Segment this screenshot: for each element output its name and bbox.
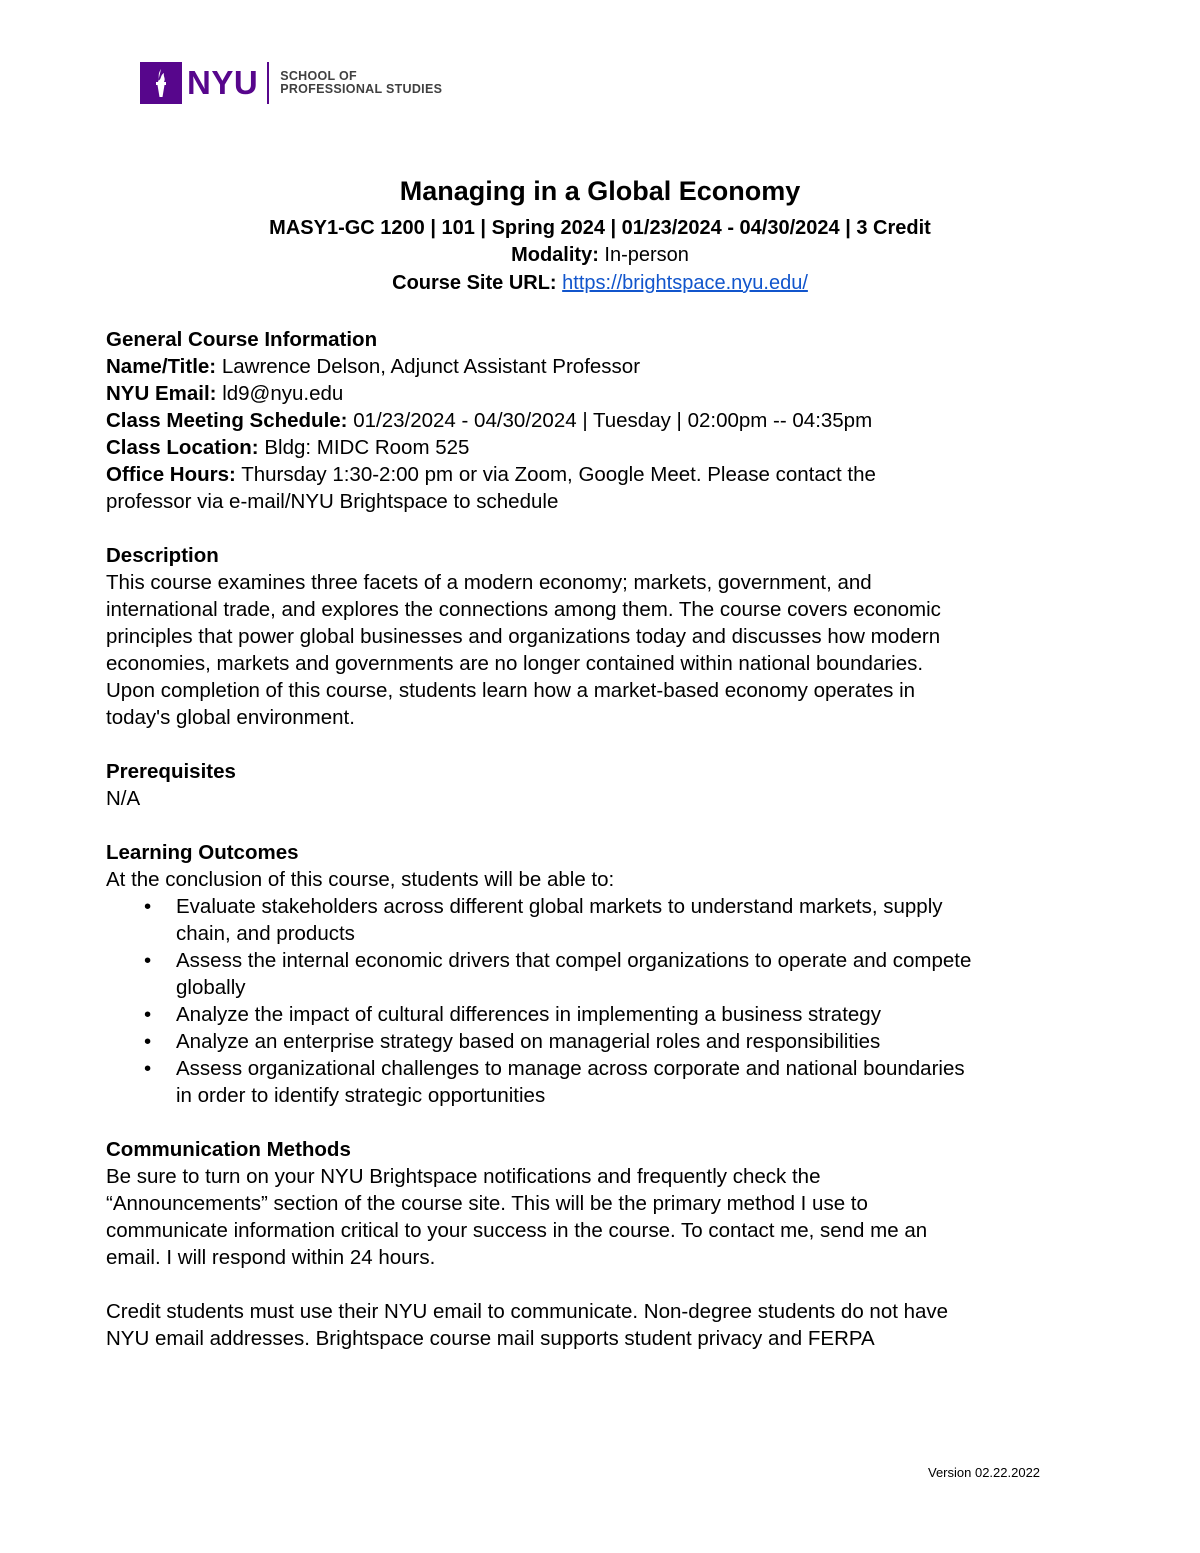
course-site-line — [0, 269, 1200, 297]
email-value: ld9@nyu.edu — [222, 382, 344, 405]
prerequisites-heading: Prerequisites — [106, 760, 236, 783]
outcome-text: Assess the internal economic drivers that compel organizations to operate and compete — [176, 949, 972, 972]
outcome-text: Analyze an enterprise strategy based on managerial roles and responsibilities — [176, 1030, 881, 1053]
nyu-sps-logo — [140, 62, 442, 104]
schedule-line — [106, 407, 1106, 434]
outcomes-intro: At the conclusion of this course, students will be able to: — [106, 868, 615, 891]
location-label: Class Location: — [106, 436, 259, 459]
prerequisites-value: N/A — [106, 787, 141, 810]
office-hours-label: Office Hours: — [106, 463, 236, 486]
bullet-icon: • — [144, 1003, 152, 1026]
schedule-value: 01/23/2024 - 04/30/2024 | Tuesday | 02:00pm -- 04:35pm — [353, 409, 873, 432]
description-heading: Description — [106, 544, 219, 567]
logo-wordmark: NYU — [187, 64, 259, 101]
outcome-item — [106, 1055, 1106, 1109]
outcome-text: chain, and products — [176, 922, 355, 945]
outcome-text: Assess organizational challenges to manage across corporate and national boundaries — [176, 1057, 965, 1080]
syllabus-body — [106, 326, 1106, 1352]
communication-line: communicate information critical to your success in the course. To contact me, send me an — [106, 1219, 928, 1242]
description-line: economies, markets and governments are no longer contained within national boundaries. — [106, 652, 924, 675]
office-hours-value-2: professor via e-mail/NYU Brightspace to schedule — [106, 490, 559, 513]
modality-line — [0, 241, 1200, 269]
office-hours-line — [106, 461, 1106, 488]
bullet-icon: • — [144, 949, 152, 972]
logo-divider — [267, 62, 269, 104]
bullet-icon: • — [144, 895, 152, 918]
name-label: Name/Title: — [106, 355, 217, 378]
outcome-item — [106, 1028, 1106, 1055]
course-code-line: MASY1-GC 1200 | 101 | Spring 2024 | 01/23/2024 - 04/30/2024 | 3 Credit — [269, 217, 931, 239]
logo-school-line1: SCHOOL OF — [280, 68, 357, 83]
description-line: Upon completion of this course, students learn how a market-based economy operates in — [106, 679, 916, 702]
outcome-item — [106, 1001, 1106, 1028]
outcomes-list — [106, 893, 1106, 1109]
communication-line: Be sure to turn on your NYU Brightspace notifications and frequently check the — [106, 1165, 821, 1188]
version-footer: Version 02.22.2022 — [928, 1465, 1041, 1480]
bullet-icon: • — [144, 1057, 152, 1080]
communication-line: “Announcements” section of the course site. This will be the primary method I use to — [106, 1192, 868, 1215]
outcome-text: in order to identify strategic opportunities — [176, 1084, 546, 1107]
course-site-label: Course Site URL: — [392, 272, 557, 294]
course-site-link[interactable]: https://brightspace.nyu.edu/ — [562, 272, 808, 294]
description-line: today's global environment. — [106, 706, 355, 729]
schedule-label: Class Meeting Schedule: — [106, 409, 348, 432]
description-line: This course examines three facets of a modern economy; markets, government, and — [106, 571, 872, 594]
location-value: Bldg: MIDC Room 525 — [264, 436, 470, 459]
communication-line: NYU email addresses. Brightspace course mail supports student privacy and FERPA — [106, 1327, 875, 1350]
modality-label: Modality: — [511, 244, 599, 266]
instructor-name-line — [106, 353, 1106, 380]
torch-icon — [140, 62, 182, 104]
instructor-email-line — [106, 380, 1106, 407]
modality-value: In-person — [604, 244, 689, 266]
location-line — [106, 434, 1106, 461]
communication-line: email. I will respond within 24 hours. — [106, 1246, 436, 1269]
outcomes-heading: Learning Outcomes — [106, 841, 299, 864]
description-line: international trade, and explores the connections among them. The course covers economic — [106, 598, 941, 621]
description-line: principles that power global businesses and organizations today and discusses how modern — [106, 625, 941, 648]
name-value: Lawrence Delson, Adjunct Assistant Professor — [221, 355, 641, 378]
outcome-text: globally — [176, 976, 246, 999]
office-hours-value-1: Thursday 1:30-2:00 pm or via Zoom, Google Meet. Please contact the — [241, 463, 876, 486]
communication-heading: Communication Methods — [106, 1138, 351, 1161]
general-info-heading: General Course Information — [106, 328, 378, 351]
outcome-text: Evaluate stakeholders across different global markets to understand markets, supply — [176, 895, 943, 918]
outcome-text: Analyze the impact of cultural differences in implementing a business strategy — [176, 1003, 881, 1026]
communication-line: Credit students must use their NYU email to communicate. Non-degree students do not have — [106, 1300, 949, 1323]
logo-school-name — [280, 70, 442, 97]
course-title: Managing in a Global Economy — [399, 176, 801, 206]
outcome-item — [106, 893, 1106, 947]
bullet-icon: • — [144, 1030, 152, 1053]
email-label: NYU Email: — [106, 382, 217, 405]
logo-school-line2: PROFESSIONAL STUDIES — [280, 82, 443, 96]
outcome-item — [106, 947, 1106, 1001]
